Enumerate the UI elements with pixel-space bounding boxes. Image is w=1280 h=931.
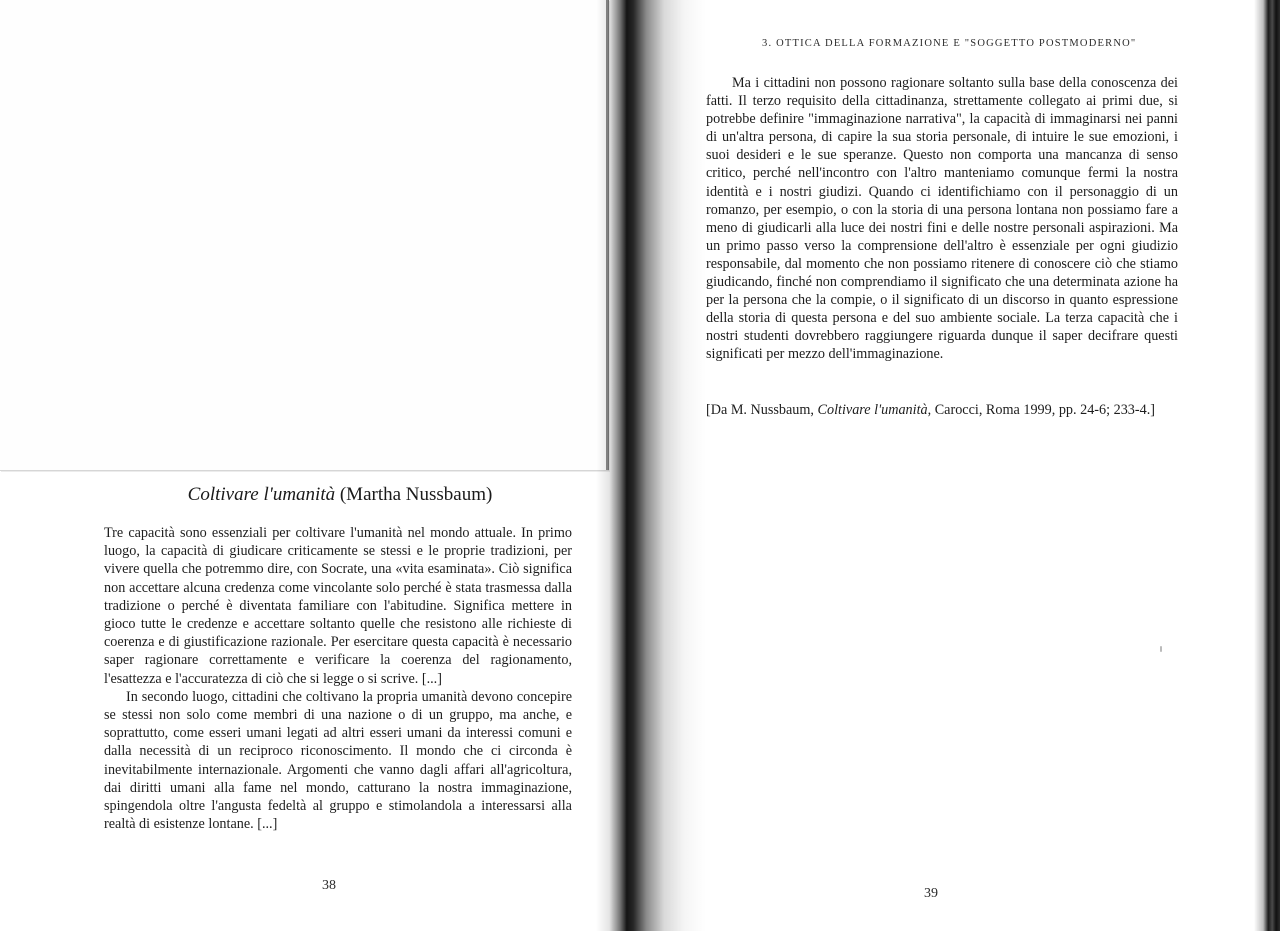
running-head: 3. OTTICA DELLA FORMAZIONE E "SOGGETTO POSTMODERNO" <box>762 38 1137 49</box>
left-paragraph-2: In secondo luogo, cittadini che coltivano la propria umanità devono concepire se stessi non solo come membri di una nazione o di un gruppo, ma anche, e soprattutto, come esseri umani legati ad altri esseri umani da interessi comuni e dalla necessità di un reciproco riconoscimento. Il mondo che ci circonda è inevitabilmente internazionale. Argomenti che vanno dagli affari all'agricoltura, dai diritti umani alla fame nel mondo, catturano la nostra immaginazione, spingendola oltre l'angusta fedeltà al gruppo e stimolandola a interessarsi alla realtà di esistenze lontane. [...] <box>104 688 572 833</box>
citation-suffix: , Carocci, Roma 1999, pp. 24-6; 233-4.] <box>927 402 1155 418</box>
left-page <box>0 0 612 931</box>
book-edge-shadow <box>1254 0 1280 931</box>
right-page <box>612 0 1280 931</box>
citation-title: Coltivare l'umanità <box>817 402 928 418</box>
paper-speck <box>1160 646 1162 652</box>
page-number-right: 39 <box>924 886 938 901</box>
citation-prefix: [Da M. Nussbaum, <box>706 402 818 418</box>
right-paragraph: Ma i cittadini non possono ragionare soltanto sulla base della conoscenza dei fatti. Il terzo requisito della cittadinanza, strettamente collegato ai primi due, si potrebbe definire "immaginazione narrativa", la capacità di immaginarsi nei panni di un'altra persona, di capire la sua storia personale, di intuire le sue emozioni, i suoi desideri e le sue speranze. Questo non comporta una mancanza di senso critico, perché nell'incontro con l'altro manteniamo comunque fermi la nostra identità e i nostri giudizi. Quando ci identifichiamo con il personaggio di un romanzo, per esempio, o con la storia di una persona lontana non possiamo fare a meno di giudicarli alla luce dei nostri fini e delle nostre personali aspirazioni. Ma un primo passo verso la comprensione dell'altro è essenziale per ogni giudizio responsabile, dal momento che non possiamo ritenere di conoscere ciò che stiamo giudicando, finché non comprendiamo il significato che una determinata azione ha per la persona che la compie, o il significato di un discorso in quanto espressione della storia di questa persona e del suo ambiente sociale. La terza capacità che i nostri studenti dovrebbero raggiungere riguarda dunque il saper decifrare questi significati per mezzo dell'immaginazione. <box>706 75 1178 363</box>
section-title <box>100 484 580 506</box>
left-body-text <box>104 524 572 833</box>
page-number-left: 38 <box>322 878 336 893</box>
section-title-work: Coltivare l'umanità <box>187 484 336 505</box>
left-paragraph-1: Tre capacità sono essenziali per coltivare l'umanità nel mondo attuale. In primo luogo, la capacità di giudicare criticamente se stessi e le proprie tradizioni, per vivere quella che potremmo dire, con Socrate, una «vita esaminata». Ciò significa non accettare alcuna credenza come vincolante solo perché è stata trasmessa dalla tradizione o perché è diventata familiare con l'abitudine. Significa mettere in gioco tutte le credenze e accettare soltanto quelle che resistono alle richieste di coerenza e di giustificazione razionale. Per esercitare questa capacità è necessario saper ragionare correttamente e verificare la coerenza del ragionamento, l'esattezza e l'accuratezza di ciò che si legge o si scrive. [...] <box>104 525 572 687</box>
pasted-paper-slip <box>0 0 609 471</box>
section-title-author: (Martha Nussbaum) <box>335 484 493 505</box>
right-body-text <box>706 74 1178 364</box>
source-citation <box>706 402 1186 419</box>
slip-edge-shadow <box>606 0 609 470</box>
